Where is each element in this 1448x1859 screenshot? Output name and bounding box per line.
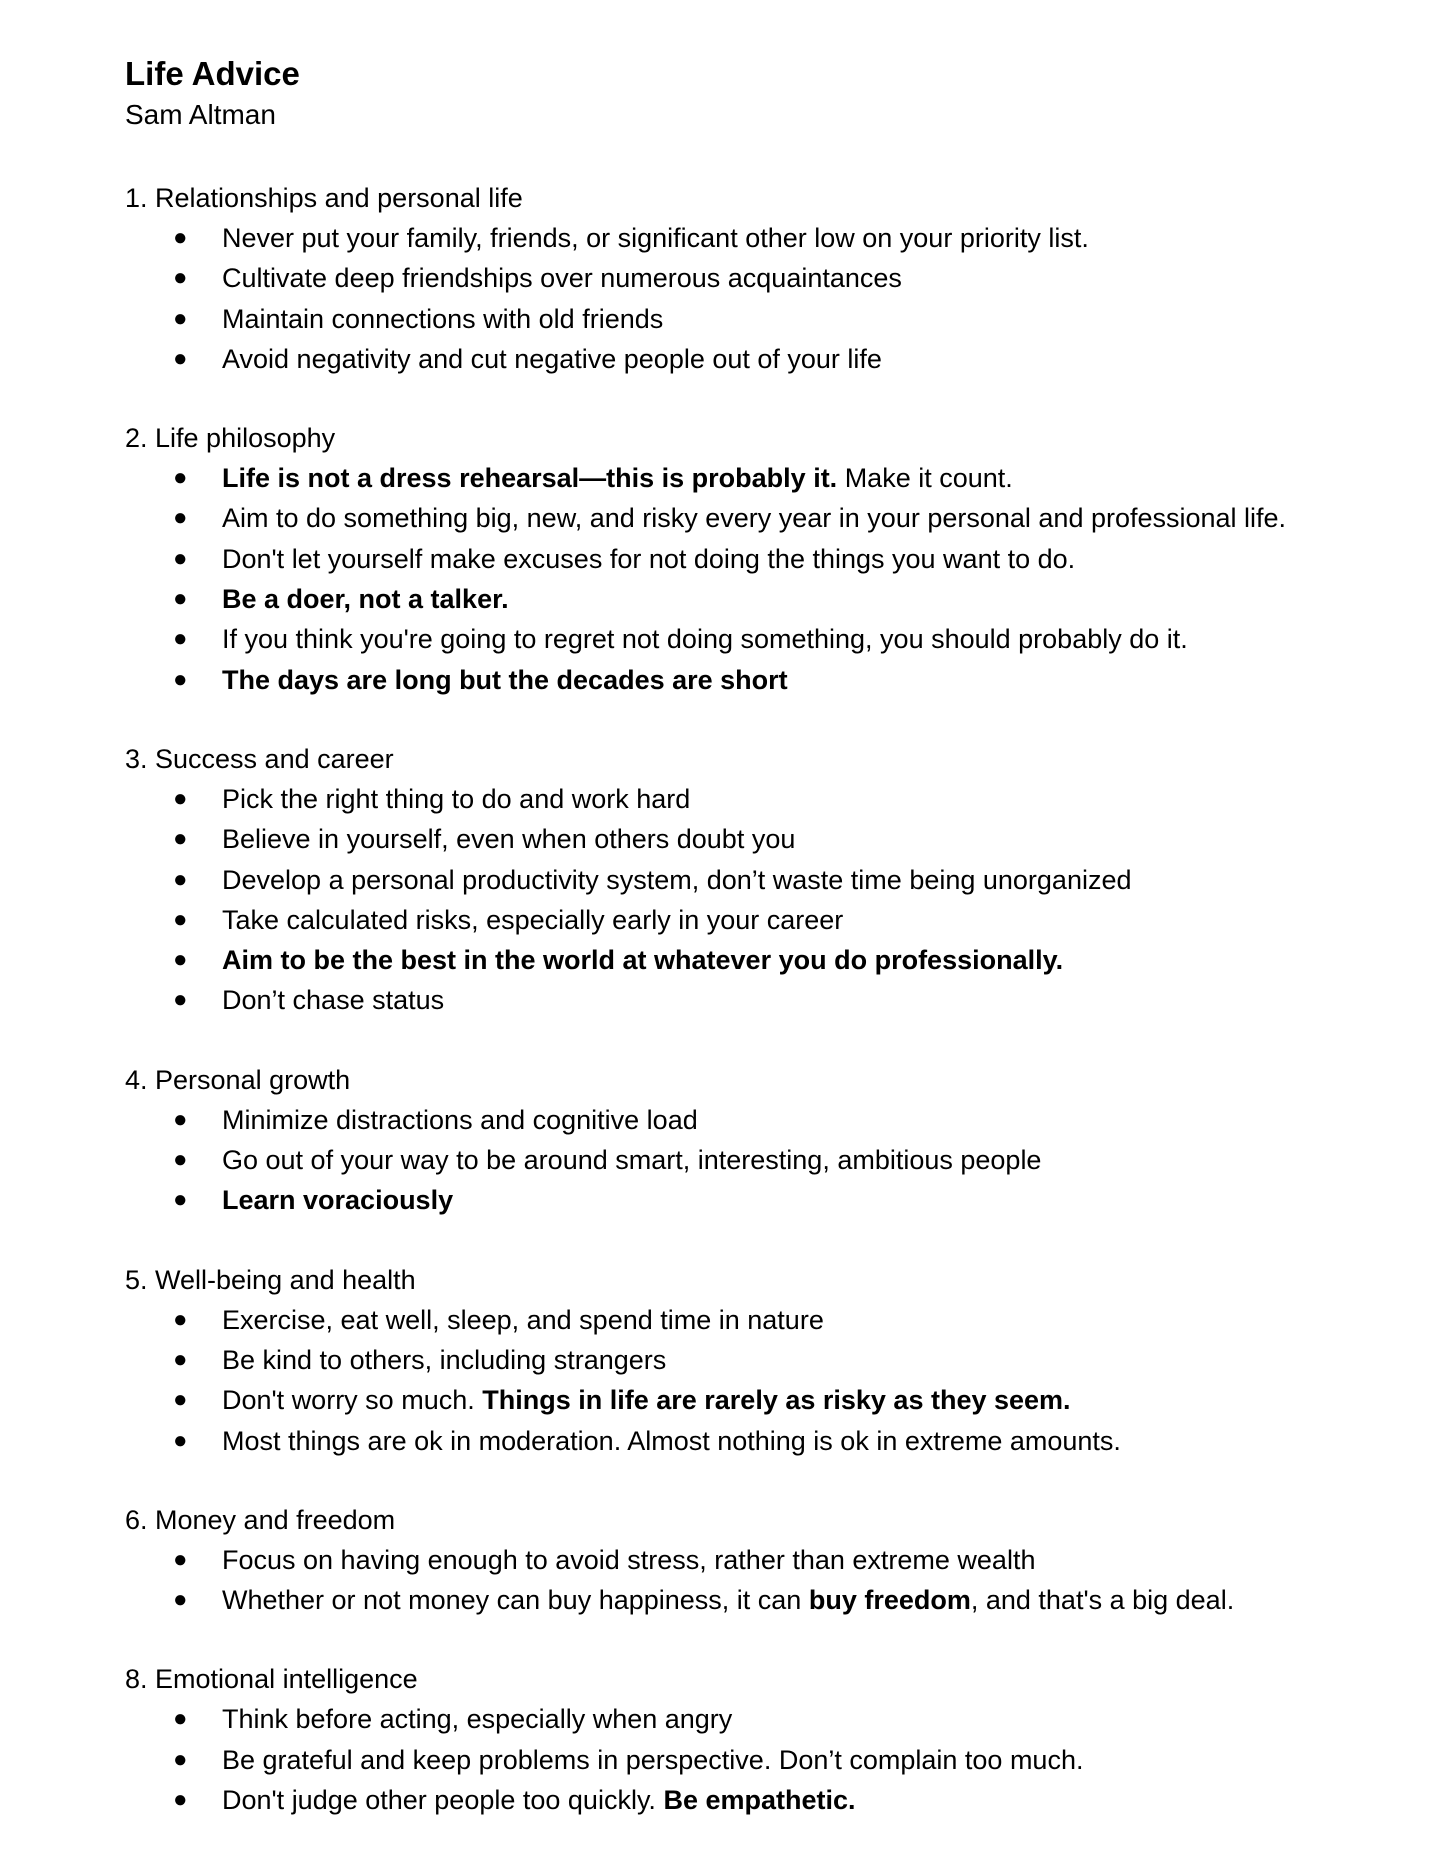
bullet-icon: ● xyxy=(173,304,188,332)
list-item xyxy=(125,1300,1345,1340)
list-item xyxy=(125,1540,1345,1580)
bullet-icon: ● xyxy=(173,1186,188,1214)
list-item xyxy=(125,860,1345,900)
section-heading: 2. Life philosophy xyxy=(125,423,336,454)
bullet-list xyxy=(125,1540,1345,1621)
emphasis-text: Learn voraciously xyxy=(222,1185,454,1216)
item-text: Cultivate deep friendships over numerous acquaintances xyxy=(222,263,902,294)
list-item xyxy=(125,1340,1345,1380)
item-text: Whether or not money can buy happiness, it can xyxy=(222,1585,809,1616)
list-item xyxy=(125,1100,1345,1140)
item-text: Don't judge other people too quickly. xyxy=(222,1785,664,1816)
item-text: Maintain connections with old friends xyxy=(222,303,664,334)
document-title: Life Advice xyxy=(125,55,300,92)
list-item xyxy=(125,579,1345,619)
list-item xyxy=(125,1699,1345,1739)
bullet-icon: ● xyxy=(173,504,188,532)
item-text: Be grateful and keep problems in perspective. Don’t complain too much. xyxy=(222,1744,1084,1775)
list-item xyxy=(125,339,1345,379)
list-item xyxy=(125,1421,1345,1461)
section xyxy=(125,418,1345,700)
emphasis-text: Life is not a dress rehearsal—this is probably it. xyxy=(222,463,838,494)
bullet-icon: ● xyxy=(173,665,188,693)
item-text: Avoid negativity and cut negative people out of your life xyxy=(222,343,882,374)
list-item xyxy=(125,1780,1345,1820)
bullet-icon: ● xyxy=(173,544,188,572)
section xyxy=(125,1500,1345,1621)
list-item xyxy=(125,980,1345,1020)
list-item xyxy=(125,299,1345,339)
list-item xyxy=(125,660,1345,700)
bullet-icon: ● xyxy=(173,825,188,853)
bullet-icon: ● xyxy=(173,1745,188,1773)
bullet-icon: ● xyxy=(173,905,188,933)
document-author: Sam Altman xyxy=(125,99,276,130)
item-text: Most things are ok in moderation. Almost nothing is ok in extreme amounts. xyxy=(222,1425,1121,1456)
item-text: Go out of your way to be around smart, interesting, ambitious people xyxy=(222,1145,1042,1176)
bullet-icon: ● xyxy=(173,585,188,613)
section-heading: 6. Money and freedom xyxy=(125,1504,396,1535)
emphasis-text: Be a doer, not a talker. xyxy=(222,584,509,615)
section xyxy=(125,1260,1345,1461)
bullet-list xyxy=(125,218,1345,379)
list-item xyxy=(125,779,1345,819)
list-item xyxy=(125,619,1345,659)
bullet-icon: ● xyxy=(173,1105,188,1133)
section xyxy=(125,1060,1345,1221)
item-text: If you think you're going to regret not doing something, you should probably do it. xyxy=(222,624,1188,655)
item-text: Pick the right thing to do and work hard xyxy=(222,783,691,814)
list-item xyxy=(125,258,1345,298)
bullet-icon: ● xyxy=(173,865,188,893)
list-item xyxy=(125,900,1345,940)
bullet-icon: ● xyxy=(173,1545,188,1573)
bullet-icon: ● xyxy=(173,1345,188,1373)
list-item xyxy=(125,1140,1345,1180)
item-text: Minimize distractions and cognitive load xyxy=(222,1104,698,1135)
list-item xyxy=(125,819,1345,859)
bullet-icon: ● xyxy=(173,1586,188,1614)
list-item xyxy=(125,1740,1345,1780)
emphasis-text: The days are long but the decades are short xyxy=(222,664,788,695)
bullet-icon: ● xyxy=(173,946,188,974)
list-item xyxy=(125,1380,1345,1420)
bullet-icon: ● xyxy=(173,1426,188,1454)
bullet-icon: ● xyxy=(173,264,188,292)
emphasis-text: Things in life are rarely as risky as they seem. xyxy=(482,1385,1071,1416)
bullet-icon: ● xyxy=(173,464,188,492)
bullet-list xyxy=(125,1100,1345,1221)
sections-container xyxy=(125,178,1345,1820)
item-text: Focus on having enough to avoid stress, rather than extreme wealth xyxy=(222,1544,1036,1575)
item-text: Be kind to others, including strangers xyxy=(222,1344,667,1375)
item-text: Exercise, eat well, sleep, and spend time in nature xyxy=(222,1304,824,1335)
bullet-icon: ● xyxy=(173,344,188,372)
list-item xyxy=(125,1580,1345,1620)
item-text: Think before acting, especially when angry xyxy=(222,1704,733,1735)
bullet-icon: ● xyxy=(173,1146,188,1174)
bullet-icon: ● xyxy=(173,986,188,1014)
item-text: Aim to do something big, new, and risky every year in your personal and professional life. xyxy=(222,503,1287,534)
section-heading: 8. Emotional intelligence xyxy=(125,1664,418,1695)
emphasis-text: Aim to be the best in the world at whatever you do professionally. xyxy=(222,945,1064,976)
item-text: Don't let yourself make excuses for not doing the things you want to do. xyxy=(222,543,1076,574)
bullet-list xyxy=(125,458,1345,700)
bullet-icon: ● xyxy=(173,1705,188,1733)
section xyxy=(125,739,1345,1021)
bullet-list xyxy=(125,1699,1345,1820)
bullet-icon: ● xyxy=(173,625,188,653)
item-text: Take calculated risks, especially early in your career xyxy=(222,904,844,935)
bullet-icon: ● xyxy=(173,224,188,251)
section-heading: 4. Personal growth xyxy=(125,1064,351,1095)
emphasis-text: Be empathetic. xyxy=(663,1785,856,1816)
bullet-icon: ● xyxy=(173,1305,188,1333)
item-text: Never put your family, friends, or significant other low on your priority list. xyxy=(222,223,1089,253)
item-text: Make it count. xyxy=(837,463,1013,494)
list-item xyxy=(125,1180,1345,1220)
bullet-icon: ● xyxy=(173,1786,188,1814)
emphasis-text: buy freedom xyxy=(808,1585,971,1616)
bullet-list xyxy=(125,779,1345,1021)
section xyxy=(125,1659,1345,1820)
item-text: Believe in yourself, even when others doubt you xyxy=(222,824,796,855)
list-item xyxy=(125,498,1345,538)
item-text: Don't worry so much. xyxy=(222,1385,483,1416)
section-heading: 5. Well-being and health xyxy=(125,1264,416,1295)
item-text: Don’t chase status xyxy=(222,985,445,1016)
bullet-icon: ● xyxy=(173,1386,188,1414)
list-item xyxy=(125,458,1345,498)
item-text: , and that's a big deal. xyxy=(970,1585,1235,1616)
section-heading: 1. Relationships and personal life xyxy=(125,183,523,213)
document-page xyxy=(125,52,1345,1859)
section-heading: 3. Success and career xyxy=(125,743,394,774)
bullet-list xyxy=(125,1300,1345,1461)
list-item xyxy=(125,218,1345,258)
item-text: Develop a personal productivity system, don’t waste time being unorganized xyxy=(222,864,1132,895)
bullet-icon: ● xyxy=(173,784,188,812)
list-item xyxy=(125,940,1345,980)
section xyxy=(125,178,1345,379)
list-item xyxy=(125,539,1345,579)
